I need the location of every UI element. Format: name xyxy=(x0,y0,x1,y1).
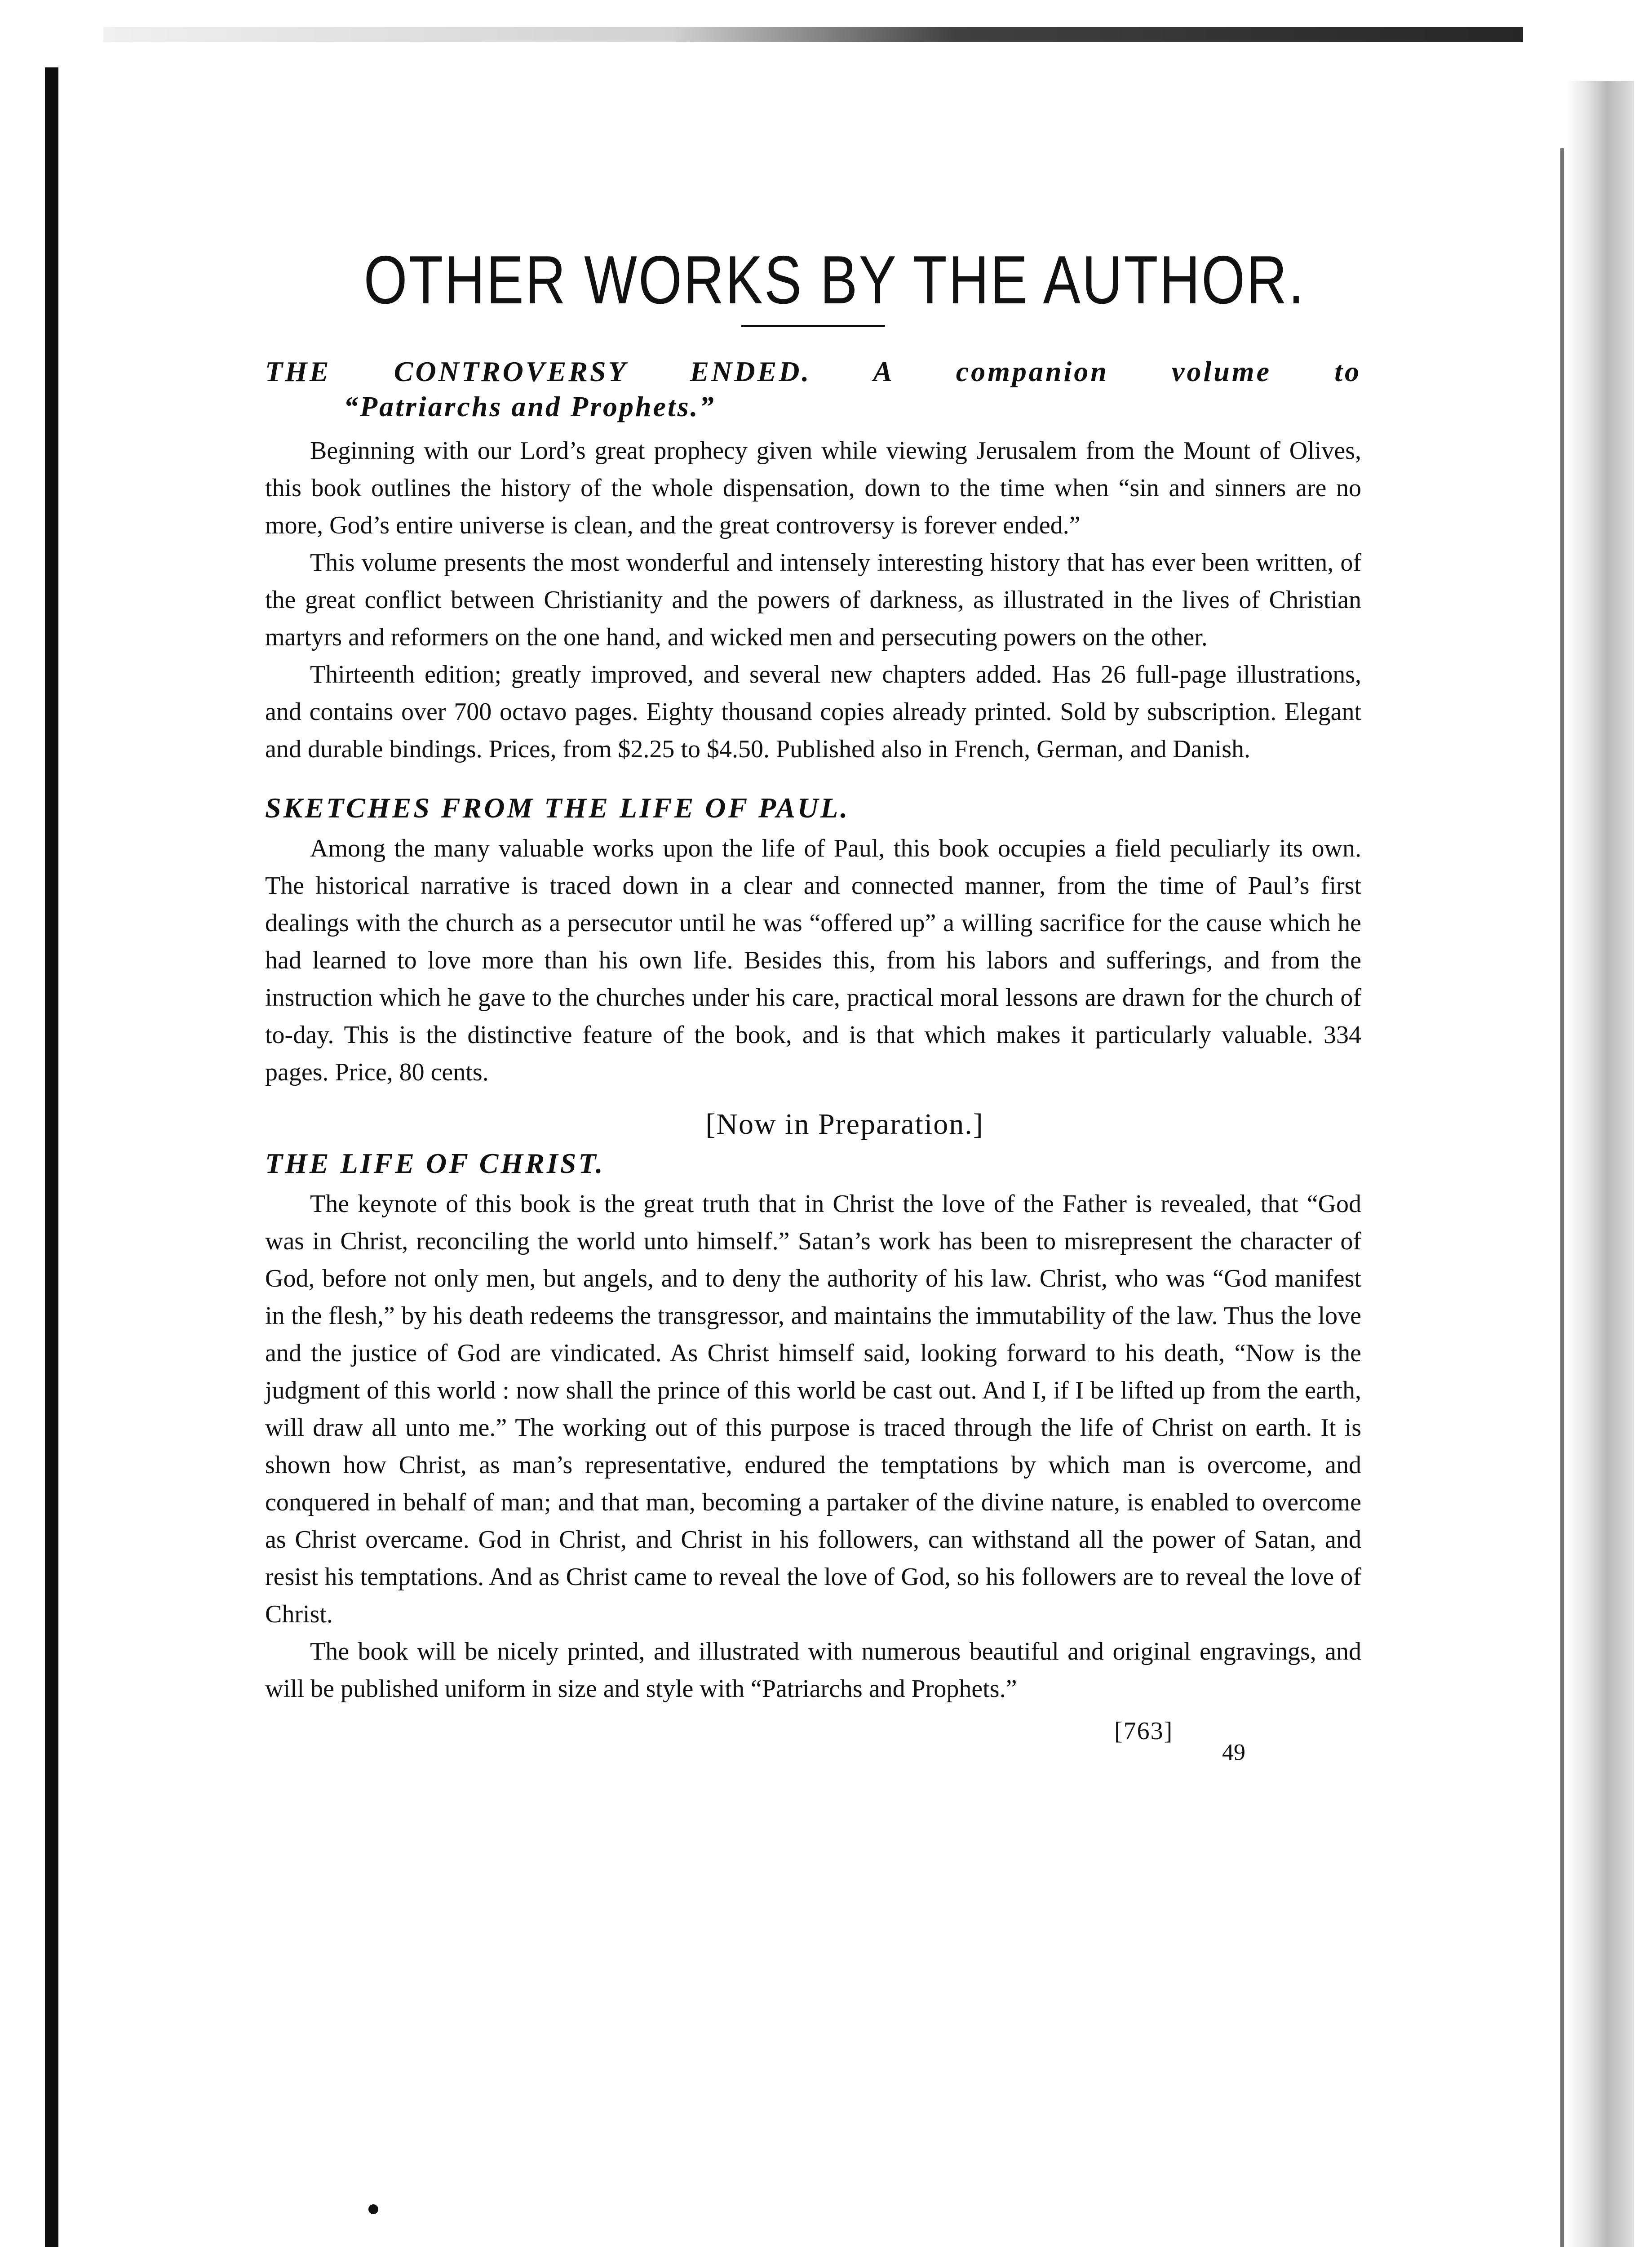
paragraph: Beginning with our Lord’s great prophecy given while viewing Jerusalem from the Mount of Olives, this book outlines the history of the whole dispensation, down to the time when “sin and sinners are no more, God’s entire universe is clean, and the great controversy is forever ended.” xyxy=(265,437,1361,540)
scan-right-border-line xyxy=(1560,148,1564,2247)
scan-speck xyxy=(368,2204,378,2214)
section-heading: THE LIFE OF CHRIST. xyxy=(265,1147,605,1179)
bracketed-page-number: [763] xyxy=(1114,1717,1174,1745)
title-rule xyxy=(741,325,885,327)
section-controversy-ended xyxy=(265,354,1361,768)
preparation-notice: [Now in Preparation.] xyxy=(705,1108,984,1141)
paragraph: Thirteenth edition; greatly improved, and several new chapters added. Has 26 full-page illustrations, and contains over 700 octavo pages. Eighty thousand copies already printed. Sold by subscription. Elegant and durable bindings. Prices, from $2.25 to $4.50. Published also in French, German, and Danish. xyxy=(265,661,1361,764)
scan-top-edge xyxy=(103,27,1523,42)
section-sketches-life-of-paul xyxy=(265,790,1361,1091)
scan-binding-shadow xyxy=(45,67,58,2247)
page-content xyxy=(265,243,1361,1780)
section-heading: SKETCHES FROM THE LIFE OF PAUL. xyxy=(265,792,850,824)
paragraph: Among the many valuable works upon the life of Paul, this book occupies a field peculiarly its own. The historical narrative is traced down in a clear and connected manner, from the time of Paul’s first dealings with the church as a persecutor until he was “offered up” a willing sacrifice for the cause which he had learned to love more than his own life. Besides this, from his labors and sufferings, and from the instruction which he gave to the churches under his care, practical moral lessons are drawn for the church of to-day. This is the distinctive feature of the book, and is that which makes it particularly valuable. 334 pages. Price, 80 cents. xyxy=(265,835,1361,1087)
page-footer xyxy=(265,1712,1361,1780)
paragraph: This volume presents the most wonderful and intensely interesting history that has ever been written, of the great conflict between Christianity and the powers of darkness, as illustrated in the lives of Christian martyrs and reformers on the one hand, and wicked men and persecuting powers on the other. xyxy=(265,549,1361,652)
section-heading: THE CONTROVERSY ENDED. A companion volume to xyxy=(265,355,1361,388)
page-number: 49 xyxy=(1222,1739,1245,1765)
paragraph: The book will be nicely printed, and illustrated with numerous beautiful and original engravings, and will be published uniform in size and style with “Patriarchs and Prophets.” xyxy=(265,1637,1361,1703)
scan-right-edge xyxy=(1567,81,1634,2247)
paragraph: The keynote of this book is the great truth that in Christ the love of the Father is revealed, that “God was in Christ, reconciling the world unto himself.” Satan’s work has been to misrepresent the character of God, before not only men, but angels, and to deny the authority of his law. Christ, who was “God manifest in the flesh,” by his death redeems the transgressor, and maintains the immutability of the law. Thus the love and the justice of God are vindicated. As Christ himself said, looking forward to his death, “Now is the judgment of this world : now shall the prince of this world be cast out. And I, if I be lifted up from the earth, will draw all unto me.” The working out of this purpose is traced through the life of Christ on earth. It is shown how Christ, as man’s representative, endured the temptations by which man is overcome, and conquered in behalf of man; and that man, becoming a partaker of the divine nature, is enabled to overcome as Christ overcame. God in Christ, and Christ in his followers, can withstand all the power of Satan, and resist his temptations. And as Christ came to reveal the love of God, so his followers are to reveal the love of Christ. xyxy=(265,1190,1361,1628)
section-life-of-christ xyxy=(265,1106,1361,1707)
section-gap xyxy=(265,768,1361,790)
section-subheading: “Patriarchs and Prophets.” xyxy=(344,391,716,423)
page-title: OTHER WORKS BY THE AUTHOR. xyxy=(363,242,1306,318)
